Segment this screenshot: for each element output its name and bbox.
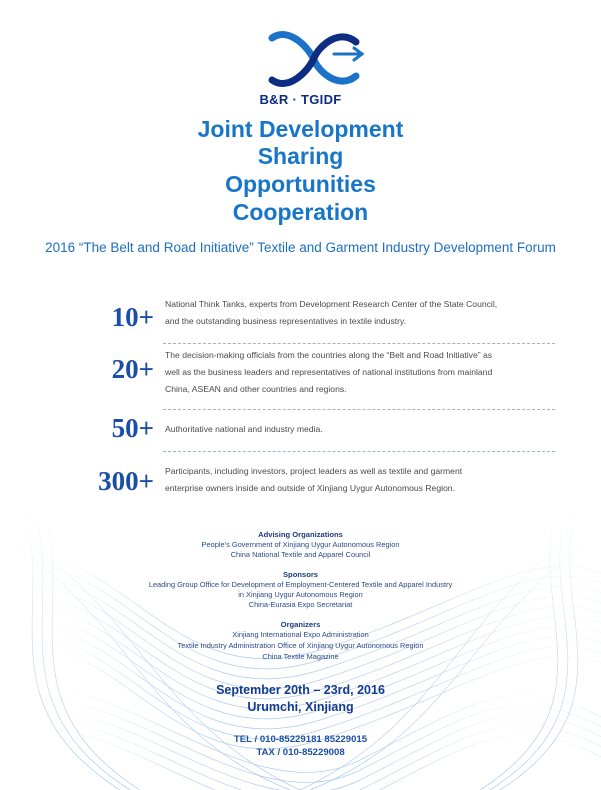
- logo-text: B&R · TGIDF: [259, 92, 342, 107]
- stat-line: Participants, including investors, project leaders as well as textile and garment: [165, 466, 463, 476]
- organizer-item: Xinjiang International Expo Administration: [232, 630, 369, 639]
- stat-description: [165, 347, 560, 398]
- event-location: Urumchi, Xinjiang: [247, 700, 354, 714]
- event-dates: September 20th – 23rd, 2016: [216, 683, 385, 697]
- stat-number: 10+: [111, 302, 154, 332]
- organizers-heading: Organizers: [280, 620, 321, 629]
- headline-line-1: Joint Development: [197, 116, 404, 142]
- stat-line: Authoritative national and industry media.: [165, 424, 323, 434]
- advising-item: People’s Government of Xinjiang Uygur Autonomous Region: [201, 540, 400, 549]
- divider: [163, 409, 555, 410]
- advising-heading: Advising Organizations: [258, 530, 343, 539]
- divider: [163, 451, 555, 452]
- sponsor-item: Leading Group Office for Development of Employment-Centered Textile and Apparel Industry: [148, 580, 453, 589]
- stat-line: National Think Tanks, experts from Development Research Center of the State Council,: [165, 299, 498, 309]
- organizer-item: China Textile Magazine: [262, 652, 339, 661]
- stat-line: enterprise owners inside and outside of Xinjiang Uygur Autonomous Region.: [165, 483, 455, 493]
- headline-line-4: Cooperation: [232, 199, 369, 225]
- forum-title: 2016 “The Belt and Road Initiative” Textile and Garment Industry Development Forum: [45, 240, 556, 255]
- stat-number: 50+: [111, 413, 154, 443]
- contact-fax: TAX / 010-85229008: [256, 747, 345, 758]
- stat-number: 20+: [111, 354, 154, 384]
- stat-description: [165, 463, 560, 497]
- advising-item: China National Textile and Apparel Council: [230, 550, 371, 559]
- headline-line-2: Sharing: [257, 143, 344, 169]
- sponsors-heading: Sponsors: [282, 570, 319, 579]
- organizer-item: Textile Industry Administration Office of Xinjiang Uygur Autonomous Region: [177, 641, 424, 650]
- stat-description: [165, 421, 560, 438]
- stat-line: The decision-making officials from the countries along the “Belt and Road Initiative” as: [165, 350, 493, 360]
- sponsor-item: China-Eurasia Expo Secretariat: [248, 600, 353, 609]
- stat-line: China, ASEAN and other countries and regions.: [165, 384, 347, 394]
- sponsor-item: in Xinjiang Uygur Autonomous Region: [238, 590, 363, 599]
- stat-number: 300+: [98, 466, 154, 496]
- stat-line: and the outstanding business representatives in textile industry.: [165, 316, 407, 326]
- contact-tel: TEL / 010-85229181 85229015: [233, 734, 368, 745]
- stat-line: well as the business leaders and representatives of national institutions from mainland: [165, 367, 493, 377]
- logo-icon: [264, 28, 364, 90]
- stat-description: [165, 296, 560, 330]
- headline-line-3: Opportunities: [225, 171, 376, 197]
- divider: [163, 343, 555, 344]
